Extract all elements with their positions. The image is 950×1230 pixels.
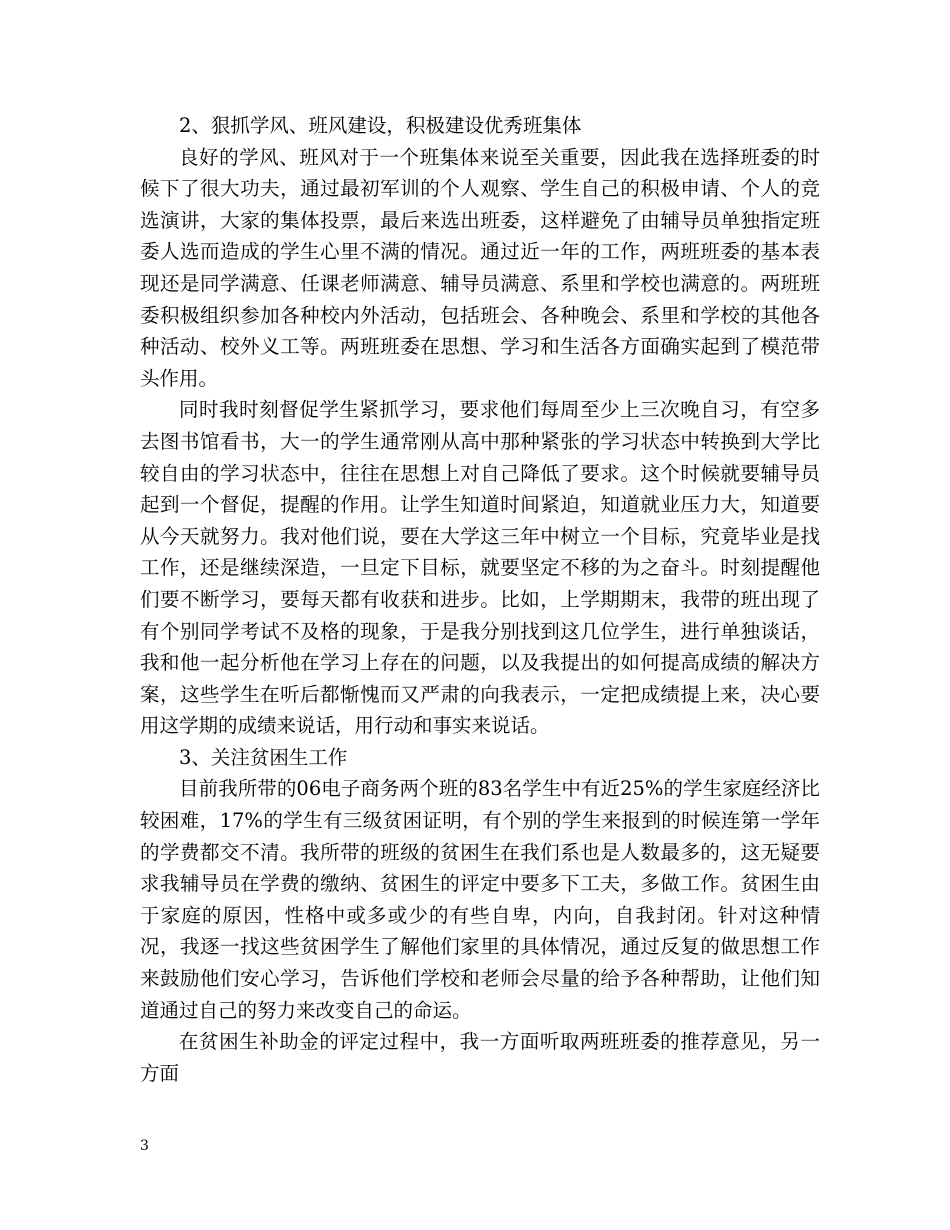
paragraph-subsidy-evaluation: 在贫困生补助金的评定过程中，我一方面听取两班班委的推荐意见，另一方面 — [140, 1030, 820, 1085]
section-heading-3: 3、关注贫困生工作 — [179, 745, 348, 769]
page-number: 3 — [140, 1138, 149, 1154]
paragraph-class-committee: 良好的学风、班风对于一个班集体来说至关重要，因此我在选择班委的时候下了很大功夫，通过最初军训的个人观察、学生自己的积极申请、个人的竞选演讲，大家的集体投票，最后来选出班委，这样避免了由辅导员单独指定班委人选而造成的学生心里不满的情况。通过近一年的工作，两班班委的基本表现还是同学满意、任课老师满意、辅导员满意、系里和学校也满意的。两班班委积极组织参加各种校内外活动，包括班会、各种晚会、系里和学校的其他各种活动、校外义工等。两班班委在思想、学习和生活各方面确实起到了模范带头作用。 — [140, 145, 820, 390]
paragraph-study-supervision: 同时我时刻督促学生紧抓学习，要求他们每周至少上三次晚自习，有空多去图书馆看书，大一的学生通常刚从高中那种紧张的学习状态中转换到大学比较自由的学习状态中，往往在思想上对自己降低了要求。这个时候就要辅导员起到一个督促，提醒的作用。让学生知道时间紧迫，知道就业压力大，知道要从今天就努力。我对他们说，要在大学这三年中树立一个目标，究竟毕业是找工作，还是继续深造，一旦定下目标，就要坚定不移的为之奋斗。时刻提醒他们要不断学习，要每天都有收获和进步。比如，上学期期末，我带的班出现了有个别同学考试不及格的现象，于是我分别找到这几位学生，进行单独谈话，我和他一起分析他在学习上存在的问题，以及我提出的如何提高成绩的解决方案，这些学生在听后都惭愧而又严肃的向我表示，一定把成绩提上来，决心要用这学期的成绩来说话，用行动和事实来说话。 — [140, 398, 820, 738]
section-heading-2: 2、狠抓学风、班风建设，积极建设优秀班集体 — [179, 114, 582, 137]
paragraph-poor-students: 目前我所带的06电子商务两个班的83名学生中有近25%的学生家庭经济比较困难，17%的学生有三级贫困证明，有个别的学生来报到的时候连第一学年的学费都交不清。我所带的班级的贫困生在我们系也是人数最多的，这无疑要求我辅导员在学费的缴纳、贫困生的评定中要多下工夫，多做工作。贫困生由于家庭的原因，性格中或多或少的有些自卑，内向，自我封闭。针对这种情况，我逐一找这些贫困学生了解他们家里的具体情况，通过反复的做思想工作来鼓励他们安心学习，告诉他们学校和老师会尽量的给予各种帮助，让他们知道通过自己的努力来改变自己的命运。 — [140, 777, 820, 1022]
document-body — [140, 110, 820, 1089]
